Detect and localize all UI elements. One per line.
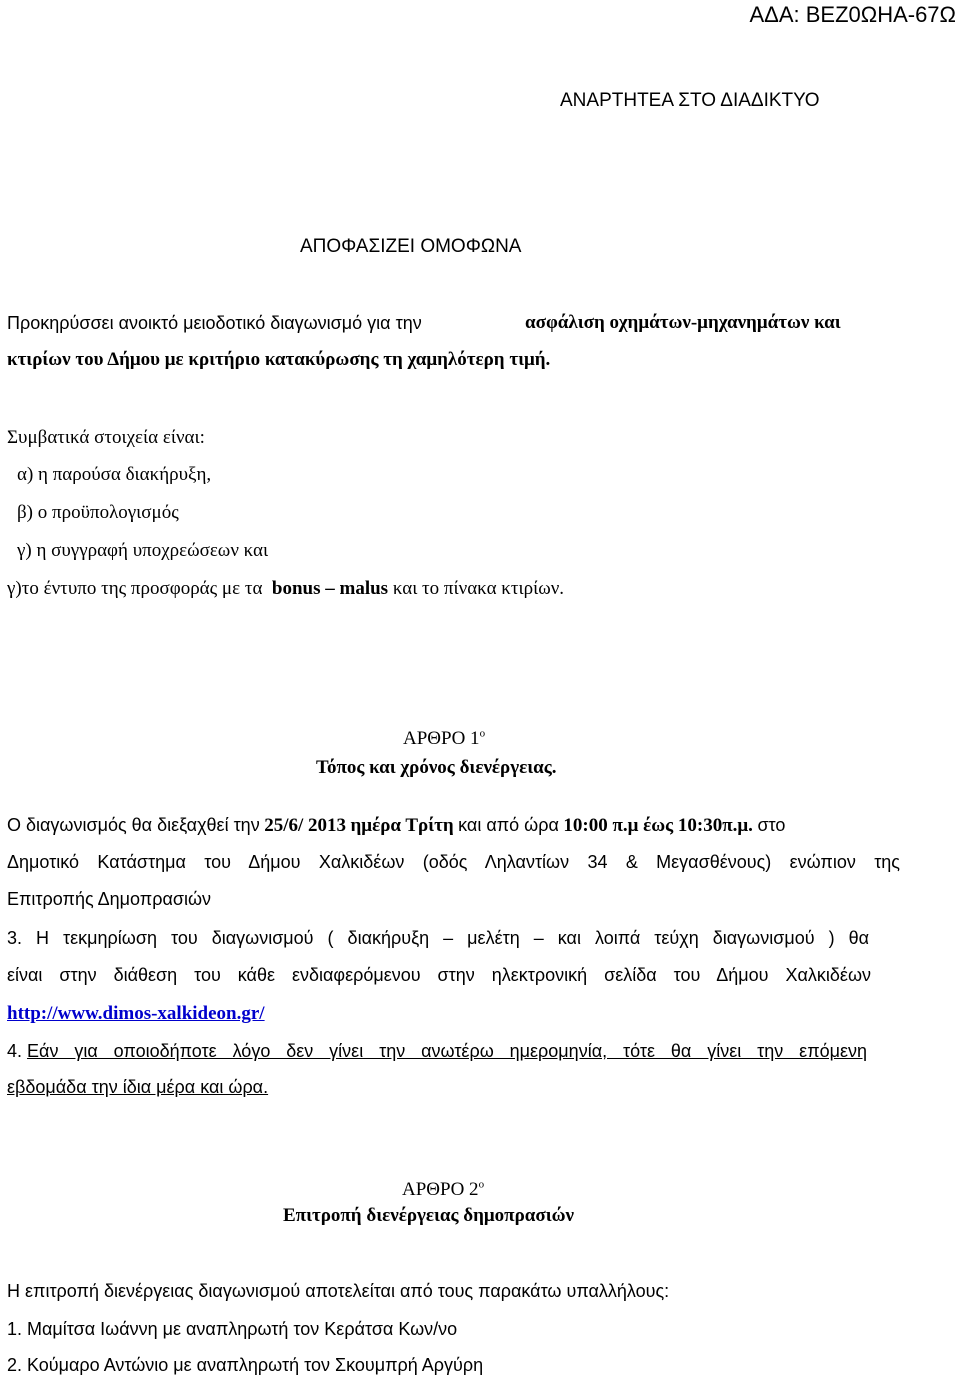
contract-last-prefix: γ)το έντυπο της προσφοράς με τα <box>7 578 263 599</box>
contract-item: α) η παρούσα διακήρυξη, <box>17 464 212 485</box>
p1-date: 25/6/ 2013 <box>264 815 347 836</box>
article1-p3-line1: 3. Η τεκμηρίωση του διαγωνισμού ( διακήρυξη – μελέτη – και λοιπά τεύχη διαγωνισμού ) θα <box>7 928 869 948</box>
article1-label: ΑΡΘΡΟ 1 <box>403 728 480 749</box>
article1-heading <box>403 728 485 750</box>
article1-p3-line2: είναι στην διάθεση του κάθε ενδιαφερόμενου στην ηλεκτρονική σελίδα του Δήμου Χαλκιδέων <box>7 965 871 985</box>
intro-line1-bold: ασφάλιση οχημάτων-μηχανημάτων και <box>525 312 841 333</box>
article1-p3-link-line <box>7 1003 265 1025</box>
contract-items-heading: Συμβατικά στοιχεία είναι: <box>7 427 205 448</box>
p1-time: 10:00 π.μ έως 10:30π.μ. <box>563 815 753 836</box>
municipality-website-link[interactable]: http://www.dimos-xalkideon.gr/ <box>7 1003 265 1024</box>
p1-day: ημέρα Τρίτη <box>350 815 454 836</box>
article1-p1-line1 <box>7 815 785 837</box>
contract-last-bonus-malus: bonus – malus <box>271 578 389 599</box>
article2-label: ΑΡΘΡΟ 2 <box>402 1179 479 1200</box>
committee-member: 2. Κούμαρο Αντώνιο με αναπληρωτή τον Σκουμπρή Αργύρη <box>7 1355 484 1375</box>
article1-p1-line3: Επιτροπής Δημοπρασιών <box>7 889 212 909</box>
p1-text-a: Ο διαγωνισμός θα διεξαχθεί την <box>7 815 260 835</box>
article2-subtitle: Επιτροπή διενέργειας δημοπρασιών <box>283 1205 574 1226</box>
article2-sup: ο <box>478 1178 485 1191</box>
article1-subtitle: Τόπος και χρόνος διενέργειας. <box>316 757 557 778</box>
article1-p4-line2: εβδομάδα την ίδια μέρα και ώρα. <box>7 1077 269 1097</box>
contract-item: γ) η συγγραφή υποχρεώσεων και <box>17 540 269 561</box>
article1-p1-line2: Δημοτικό Κατάστημα του Δήμου Χαλκιδέων (οδός Ληλαντίων 34 & Μεγασθένους) ενώπιον της <box>7 852 900 872</box>
article1-p4-line1 <box>7 1041 867 1062</box>
p4-text-line1: Εάν για οποιοδήποτε λόγο δεν γίνει την ανωτέρω ημερομηνία, τότε θα γίνει την επόμενη <box>27 1041 868 1061</box>
posting-notice: ΑΝΑΡΤΗΤΕΑ ΣΤΟ ΔΙΑΔΙΚΤΥΟ <box>560 90 820 111</box>
contract-item: β) ο προϋπολογισμός <box>17 502 179 523</box>
p4-num: 4. <box>7 1041 23 1061</box>
intro-line2-bold: κτιρίων του Δήμου με κριτήριο κατακύρωσης τη χαμηλότερη τιμή. <box>7 349 551 370</box>
decision-title: ΑΠΟΦΑΣΙΖΕΙ ΟΜΟΦΩΝΑ <box>300 236 522 257</box>
intro-line1-plain: Προκηρύσσει ανοικτό μειοδοτικό διαγωνισμό για την <box>7 313 422 333</box>
article2-heading <box>402 1179 484 1201</box>
committee-member: 1. Μαμίτσα Ιωάννη με αναπληρωτή τον Κεράτσα Κων/νο <box>7 1319 458 1339</box>
p1-text-b: και από ώρα <box>458 815 559 835</box>
contract-item-last <box>7 578 564 600</box>
ada-code: ΑΔΑ: ΒΕΖ0ΩΗΑ-67Ω <box>749 2 956 27</box>
contract-last-suffix: και το πίνακα κτιρίων. <box>392 578 565 599</box>
p1-text-c: στο <box>757 815 786 835</box>
article2-intro: Η επιτροπή διενέργειας διαγωνισμού αποτελείται από τους παρακάτω υπαλλήλους: <box>7 1281 670 1301</box>
article1-sup: ο <box>479 727 486 740</box>
